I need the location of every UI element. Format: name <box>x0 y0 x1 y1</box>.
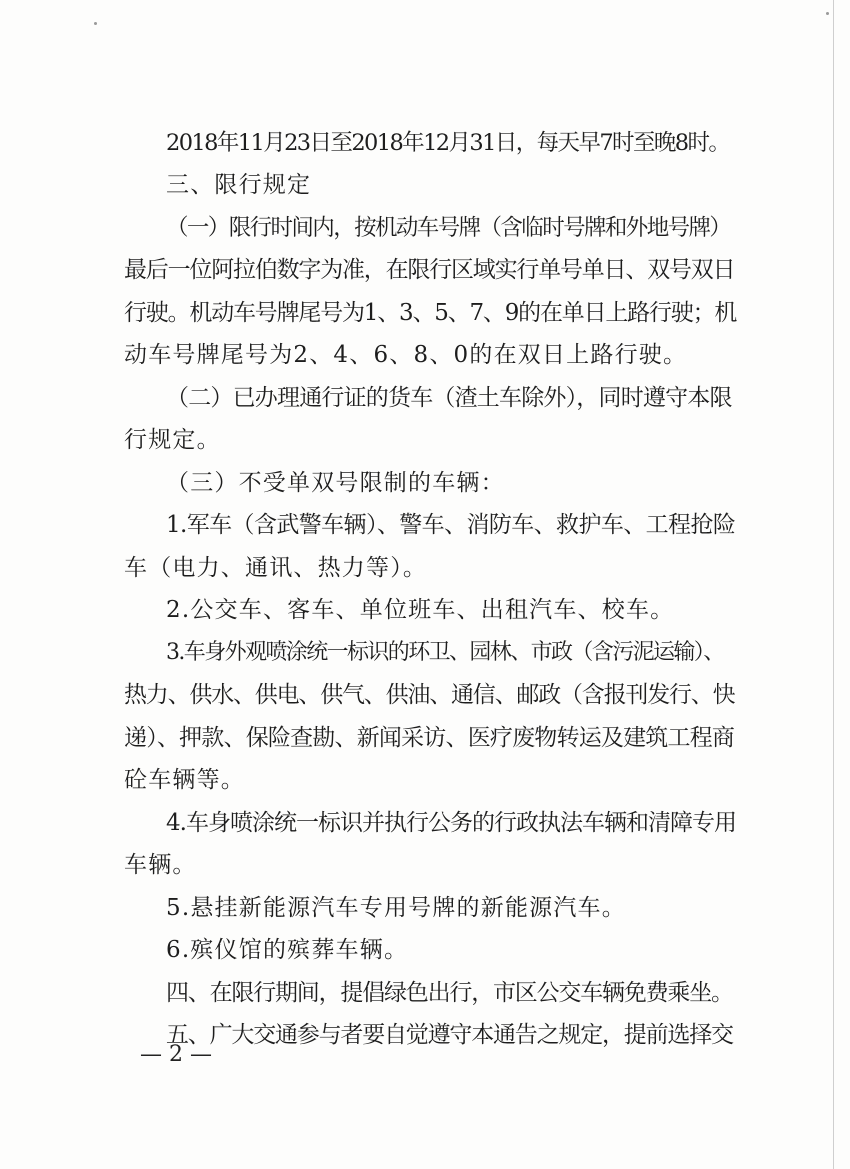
text-line-date-range: 2018年11月23日至2018年12月31日，每天早7时至晚8时。 <box>166 130 730 156</box>
section-heading-5: 五、广大交通参与者要自觉遵守本通告之规定，提前选择交 <box>166 1022 733 1048</box>
text-line: 车（电力、通讯、热力等）。 <box>124 555 428 581</box>
scan-speck <box>826 12 829 15</box>
text-line: 动车号牌尾号为2、4、6、8、0的在双日上路行驶。 <box>124 342 688 368</box>
scan-speck <box>94 22 97 25</box>
text-line: 砼车辆等。 <box>124 767 245 793</box>
text-line: 热力、供水、供电、供气、供油、通信、邮政（含报刊发行、快 <box>124 682 735 708</box>
text-line: 行驶。机动车号牌尾号为1、3、5、7、9的在单日上路行驶；机 <box>124 300 737 326</box>
list-item-4: 4.车身喷涂统一标识并执行公务的行政执法车辆和清障专用 <box>166 810 736 836</box>
page-number: — 2 — <box>140 1042 212 1067</box>
list-item-2: 2.公交车、客车、单位班车、出租汽车、校车。 <box>166 597 675 623</box>
list-item-3: 3.车身外观喷涂统一标识的环卫、园林、市政（含污泥运输）、 <box>166 640 724 665</box>
list-item-6: 6.殡仪馆的殡葬车辆。 <box>166 937 409 963</box>
list-item-5: 5.悬挂新能源汽车专用号牌的新能源汽车。 <box>166 895 626 921</box>
text-line: 车辆。 <box>124 852 197 878</box>
text-line: 行规定。 <box>124 427 221 453</box>
text-line: （三）不受单双号限制的车辆： <box>166 470 505 496</box>
list-item-1: 1.军车（含武警车辆）、警车、消防车、救护车、工程抢险 <box>166 512 736 538</box>
text-line: （二）已办理通行证的货车（渣土车除外），同时遵守本限 <box>166 385 732 411</box>
section-heading-4: 四、在限行期间，提倡绿色出行，市区公交车辆免费乘坐。 <box>166 980 733 1006</box>
text-line: 最后一位阿拉伯数字为准，在限行区域实行单号单日、双号双日 <box>124 257 735 283</box>
page-edge-divider <box>833 0 834 1169</box>
text-line: 递）、押款、保险查勘、新闻采访、医疗废物转运及建筑工程商 <box>124 725 735 751</box>
text-line: （一）限行时间内，按机动车号牌（含临时号牌和外地号牌） <box>166 215 731 241</box>
section-heading-3: 三、限行规定 <box>166 172 312 198</box>
